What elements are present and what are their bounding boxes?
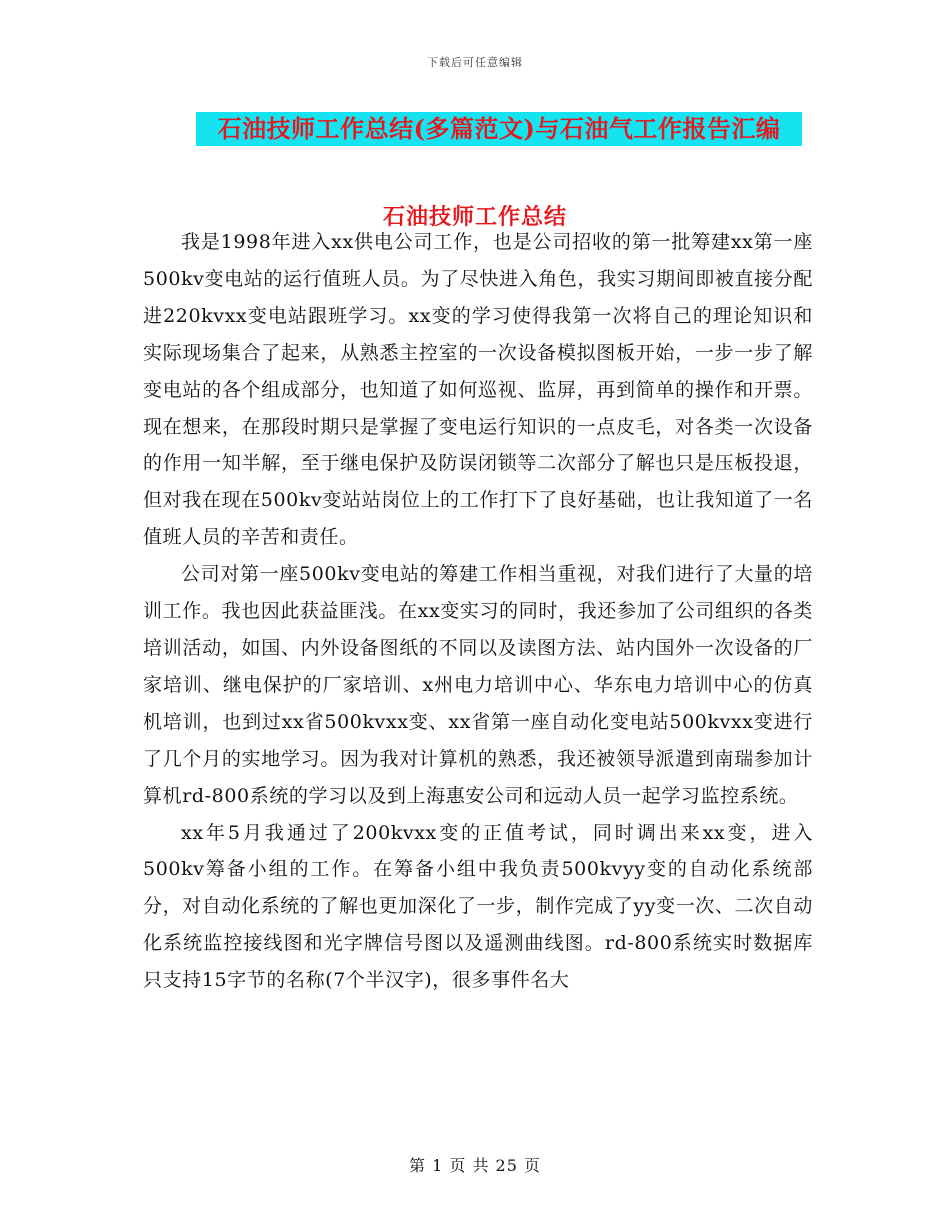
page-header-note: 下载后可任意编辑	[427, 56, 523, 69]
paragraph-1: 我是1998年进入xx供电公司工作，也是公司招收的第一批筹建xx第一座500kv变电站的运行值班人员。为了尽快进入角色，我实习期间即被直接分配进220kvxx变电站跟班学习。xx变的学习使得我第一次将自己的理论知识和实际现场集合了起来，从熟悉主控室的一次设备模拟图板开始，一步一步了解变电站的各个组成部分，也知道了如何巡视、监屏，再到简单的操作和开票。现在想来，在那段时期只是掌握了变电运行知识的一点皮毛，对各类一次设备的作用一知半解，至于继电保护及防误闭锁等二次部分了解也只是压板投退，但对我在现在500kv变站站岗位上的工作打下了良好基础，也让我知道了一名值班人员的辛苦和责任。	[143, 231, 813, 549]
page-number: 第 1 页 共 25 页	[409, 1156, 541, 1175]
section-title: 石油技师工作总结	[382, 204, 567, 230]
document-title: 石油技师工作总结(多篇范文)与石油气工作报告汇编	[217, 114, 781, 143]
paragraph-2: 公司对第一座500kv变电站的筹建工作相当重视，对我们进行了大量的培训工作。我也因此获益匪浅。在xx变实习的同时，我还参加了公司组织的各类培训活动，如国、内外设备图纸的不同以及读图方法、站内国外一次设备的厂家培训、继电保护的厂家培训、x州电力培训中心、华东电力培训中心的仿真机培训，也到过xx省500kvxx变、xx省第一座自动化变电站500kvxx变进行了几个月的实地学习。因为我对计算机的熟悉，我还被领导派遣到南瑞参加计算机rd-800系统的学习以及到上海惠安公司和远动人员一起学习监控系统。	[143, 563, 813, 807]
body-text	[143, 224, 813, 999]
paragraph-3: xx年5月我通过了200kvxx变的正值考试，同时调出来xx变，进入500kv筹备小组的工作。在筹备小组中我负责500kvyy变的自动化系统部分，对自动化系统的了解也更加深化了一步，制作完成了yy变一次、二次自动化系统监控接线图和光字牌信号图以及遥测曲线图。rd-800系统实时数据库只支持15字节的名称(7个半汉字)，很多事件名大	[143, 821, 813, 992]
